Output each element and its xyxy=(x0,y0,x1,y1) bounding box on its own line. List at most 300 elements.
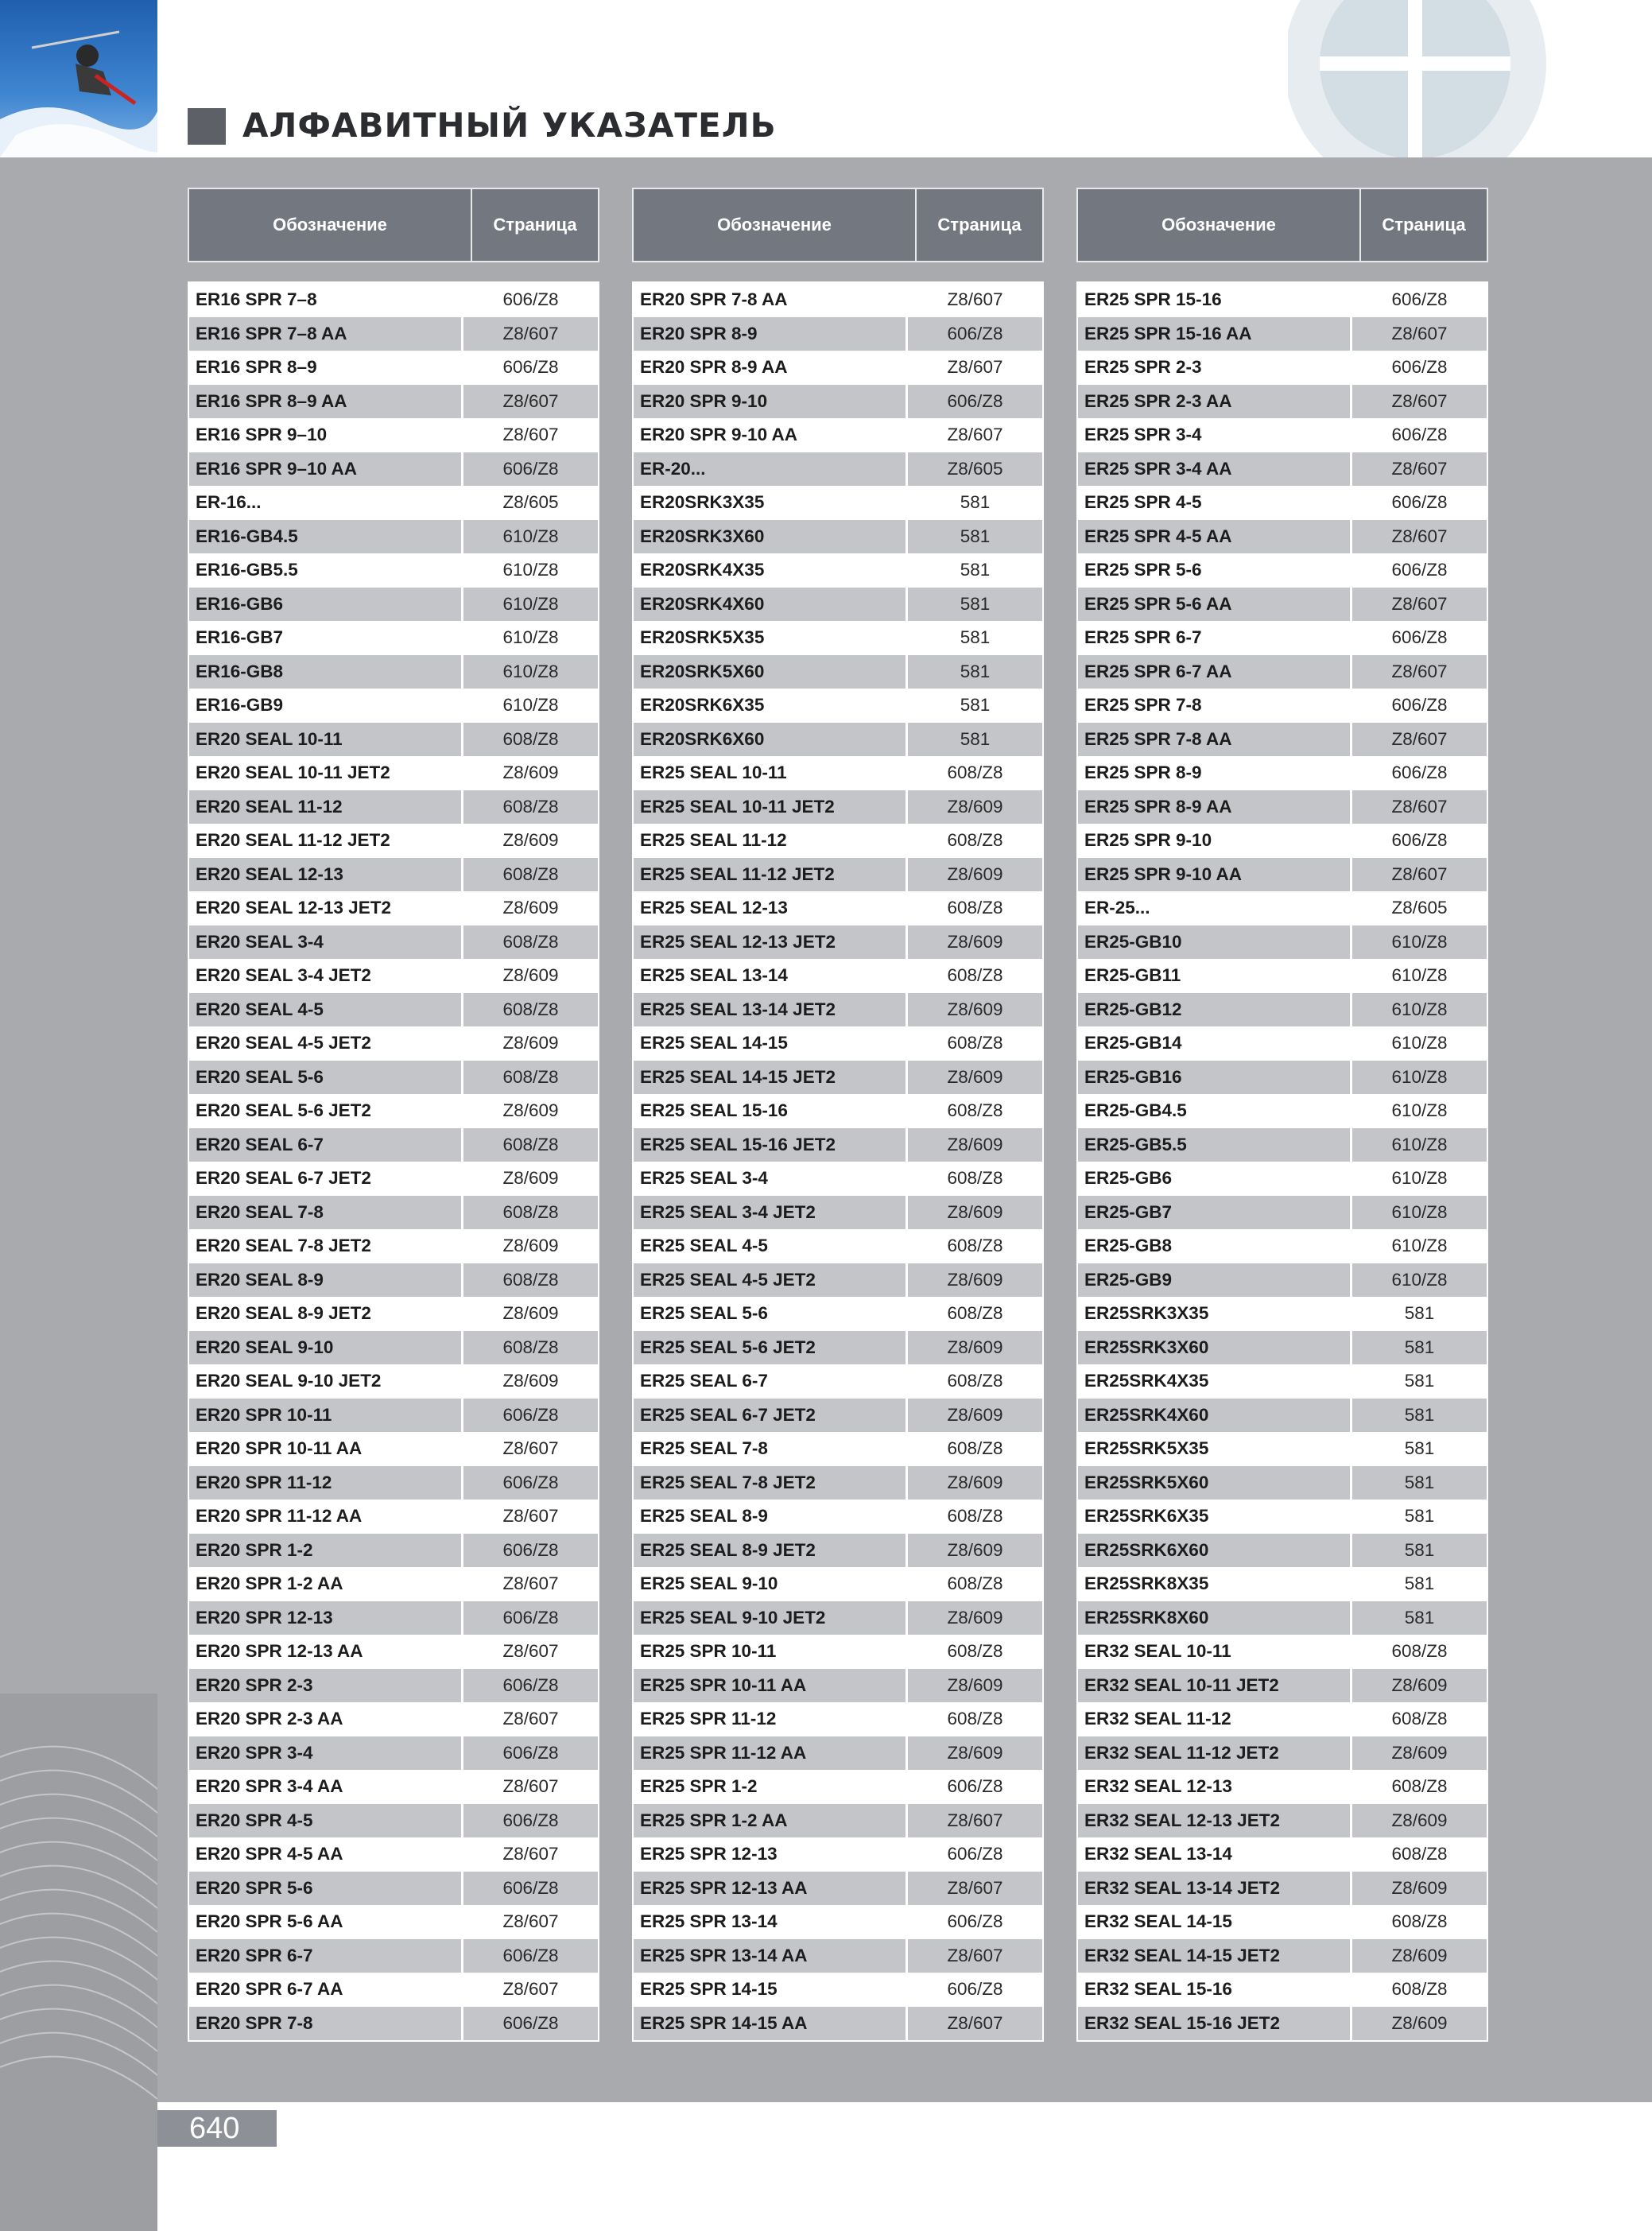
table-row xyxy=(634,1702,1042,1736)
header-code: Обозначение xyxy=(189,189,472,261)
table-row xyxy=(189,1635,598,1669)
item-page: 606/Z8 xyxy=(502,357,559,378)
item-page: Z8/609 xyxy=(502,1100,559,1121)
index-rows xyxy=(188,281,599,2042)
item-code: ER20 SEAL 8-9 xyxy=(189,1263,463,1298)
table-row xyxy=(1078,385,1487,419)
table-row xyxy=(189,486,598,520)
item-code: ER25 SEAL 4-5 xyxy=(634,1229,908,1263)
item-code: ER25-GB10 xyxy=(1078,925,1352,960)
table-row xyxy=(1078,1973,1487,2007)
item-code: ER20SRK5X60 xyxy=(634,655,908,689)
item-page: Z8/607 xyxy=(502,1506,559,1527)
item-code: ER20 SEAL 11-12 JET2 xyxy=(189,824,463,858)
item-page: 608/Z8 xyxy=(502,1134,559,1154)
item-page: Z8/607 xyxy=(502,323,559,343)
table-row xyxy=(189,1872,598,1906)
item-page: 581 xyxy=(960,593,991,614)
item-page: 606/Z8 xyxy=(502,1877,559,1898)
item-code: ER25 SPR 14-15 AA xyxy=(634,2007,908,2041)
table-row xyxy=(189,1534,598,1568)
item-page: 610/Z8 xyxy=(1391,1066,1448,1087)
item-page: Z8/607 xyxy=(947,1945,1003,1965)
table-row xyxy=(1078,1061,1487,1095)
item-code: ER25SRK3X60 xyxy=(1078,1331,1352,1365)
item-page: Z8/607 xyxy=(502,390,559,411)
item-code: ER32 SEAL 13-14 JET2 xyxy=(1078,1872,1352,1906)
table-row xyxy=(634,317,1042,351)
item-page: Z8/609 xyxy=(1391,1674,1448,1695)
table-row xyxy=(1078,1669,1487,1703)
table-row xyxy=(189,1736,598,1771)
table-row xyxy=(189,1702,598,1736)
item-code: ER16-GB8 xyxy=(189,655,463,689)
table-row xyxy=(1078,1263,1487,1298)
table-row xyxy=(1078,824,1487,858)
item-page: 608/Z8 xyxy=(502,1269,559,1290)
item-page: Z8/607 xyxy=(1391,593,1448,614)
item-code: ER25SRK5X35 xyxy=(1078,1432,1352,1466)
table-row xyxy=(634,418,1042,452)
table-row xyxy=(634,756,1042,790)
item-page: 610/Z8 xyxy=(1391,965,1448,986)
index-rows xyxy=(1076,281,1488,2042)
item-code: ER25SRK3X35 xyxy=(1078,1297,1352,1331)
item-code: ER20 SPR 4-5 AA xyxy=(189,1837,463,1872)
table-row xyxy=(634,1804,1042,1838)
item-page: 581 xyxy=(960,526,991,546)
item-page: 610/Z8 xyxy=(502,526,559,546)
table-row xyxy=(1078,1128,1487,1162)
table-row xyxy=(634,351,1042,385)
item-code: ER20 SEAL 6-7 xyxy=(189,1128,463,1162)
index-column-3 xyxy=(1076,188,1488,2042)
table-row xyxy=(189,1770,598,1804)
item-page: Z8/609 xyxy=(947,1472,1003,1492)
item-code: ER20SRK6X35 xyxy=(634,689,908,723)
table-row xyxy=(634,790,1042,824)
table-row xyxy=(634,1635,1042,1669)
item-code: ER20 SPR 7-8 AA xyxy=(634,283,908,317)
item-code: ER32 SEAL 15-16 xyxy=(1078,1973,1352,2007)
item-page: 608/Z8 xyxy=(1391,1641,1448,1662)
item-code: ER25 SEAL 11-12 JET2 xyxy=(634,858,908,892)
item-code: ER25 SPR 1-2 AA xyxy=(634,1804,908,1838)
header-page: Страница xyxy=(937,215,1022,235)
item-page: Z8/607 xyxy=(1391,863,1448,884)
item-page: 608/Z8 xyxy=(502,728,559,749)
table-row xyxy=(1078,283,1487,317)
table-row xyxy=(1078,1804,1487,1838)
table-row xyxy=(634,689,1042,723)
item-code: ER16 SPR 8–9 xyxy=(189,351,463,385)
item-code: ER20 SEAL 9-10 xyxy=(189,1331,463,1365)
table-row xyxy=(189,452,598,487)
item-page: 608/Z8 xyxy=(947,1236,1003,1256)
item-page: Z8/607 xyxy=(502,1709,559,1729)
table-row xyxy=(634,621,1042,655)
item-page: Z8/609 xyxy=(947,1742,1003,1763)
table-row xyxy=(189,1601,598,1635)
item-code: ER-25... xyxy=(1078,891,1352,925)
item-code: ER20 SEAL 9-10 JET2 xyxy=(189,1364,463,1399)
header-code: Обозначение xyxy=(1078,189,1361,261)
item-code: ER25SRK8X35 xyxy=(1078,1567,1352,1601)
item-code: ER25SRK8X60 xyxy=(1078,1601,1352,1635)
item-code: ER25 SPR 5-6 AA xyxy=(1078,588,1352,622)
item-code: ER16-GB7 xyxy=(189,621,463,655)
table-row xyxy=(1078,2007,1487,2041)
table-row xyxy=(1078,1364,1487,1399)
table-row xyxy=(634,1770,1042,1804)
table-row xyxy=(189,283,598,317)
table-row xyxy=(1078,1500,1487,1534)
table-row xyxy=(189,385,598,419)
item-page: Z8/607 xyxy=(502,1911,559,1932)
table-row xyxy=(634,520,1042,554)
table-row xyxy=(189,1804,598,1838)
item-code: ER20SRK6X60 xyxy=(634,723,908,757)
item-code: ER25 SPR 14-15 xyxy=(634,1973,908,2007)
item-page: 608/Z8 xyxy=(1391,1844,1448,1864)
item-code: ER16-GB6 xyxy=(189,588,463,622)
item-code: ER25SRK4X60 xyxy=(1078,1399,1352,1433)
item-code: ER32 SEAL 12-13 xyxy=(1078,1770,1352,1804)
table-row xyxy=(1078,959,1487,993)
item-code: ER25 SEAL 12-13 JET2 xyxy=(634,925,908,960)
table-row xyxy=(189,1364,598,1399)
table-row xyxy=(634,283,1042,317)
item-page: 606/Z8 xyxy=(502,1674,559,1695)
table-row xyxy=(189,351,598,385)
item-page: Z8/609 xyxy=(947,796,1003,817)
item-code: ER20 SEAL 3-4 JET2 xyxy=(189,959,463,993)
item-page: Z8/609 xyxy=(1391,1742,1448,1763)
item-page: 608/Z8 xyxy=(502,1337,559,1357)
item-code: ER25 SPR 3-4 AA xyxy=(1078,452,1352,487)
item-page: 610/Z8 xyxy=(1391,1134,1448,1154)
item-page: 581 xyxy=(960,728,991,749)
column-header xyxy=(1076,188,1488,262)
item-page: Z8/609 xyxy=(502,1168,559,1189)
item-page: 606/Z8 xyxy=(502,1607,559,1628)
item-page: 608/Z8 xyxy=(947,1100,1003,1121)
table-row xyxy=(1078,1466,1487,1500)
table-row xyxy=(189,1162,598,1196)
item-code: ER20 SEAL 12-13 xyxy=(189,858,463,892)
index-column-1 xyxy=(188,188,599,2042)
item-code: ER20 SPR 2-3 xyxy=(189,1669,463,1703)
item-page: 606/Z8 xyxy=(947,390,1003,411)
table-row xyxy=(634,891,1042,925)
table-row xyxy=(1078,689,1487,723)
table-row xyxy=(634,1837,1042,1872)
item-page: 606/Z8 xyxy=(947,1911,1003,1932)
table-row xyxy=(1078,858,1487,892)
table-row xyxy=(1078,1432,1487,1466)
item-code: ER20 SPR 5-6 xyxy=(189,1872,463,1906)
item-code: ER25 SPR 6-7 AA xyxy=(1078,655,1352,689)
table-row xyxy=(1078,520,1487,554)
item-page: 606/Z8 xyxy=(502,2012,559,2033)
item-code: ER25 SPR 6-7 xyxy=(1078,621,1352,655)
table-row xyxy=(1078,1736,1487,1771)
item-code: ER25 SEAL 15-16 JET2 xyxy=(634,1128,908,1162)
table-row xyxy=(1078,452,1487,487)
item-page: 606/Z8 xyxy=(502,1742,559,1763)
table-row xyxy=(1078,1601,1487,1635)
table-row xyxy=(1078,486,1487,520)
table-row xyxy=(634,1229,1042,1263)
item-code: ER20 SPR 1-2 AA xyxy=(189,1567,463,1601)
item-code: ER25 SEAL 5-6 JET2 xyxy=(634,1331,908,1365)
item-code: ER32 SEAL 15-16 JET2 xyxy=(1078,2007,1352,2041)
table-row xyxy=(189,1297,598,1331)
table-row xyxy=(634,1399,1042,1433)
item-code: ER20 SPR 11-12 xyxy=(189,1466,463,1500)
item-code: ER25 SEAL 7-8 JET2 xyxy=(634,1466,908,1500)
table-row xyxy=(1078,1399,1487,1433)
item-page: 606/Z8 xyxy=(947,1979,1003,2000)
table-row xyxy=(1078,655,1487,689)
table-row xyxy=(634,1162,1042,1196)
item-code: ER20 SEAL 10-11 JET2 xyxy=(189,756,463,790)
item-page: 606/Z8 xyxy=(1391,695,1448,716)
item-page: 608/Z8 xyxy=(502,1066,559,1087)
table-row xyxy=(189,925,598,960)
item-page: 610/Z8 xyxy=(502,627,559,648)
item-code: ER25 SPR 1-2 xyxy=(634,1770,908,1804)
item-code: ER32 SEAL 11-12 xyxy=(1078,1702,1352,1736)
item-code: ER20 SEAL 7-8 xyxy=(189,1196,463,1230)
item-page: 606/Z8 xyxy=(1391,357,1448,378)
item-page: 608/Z8 xyxy=(947,762,1003,783)
table-row xyxy=(634,1905,1042,1939)
table-row xyxy=(1078,1196,1487,1230)
item-page: 606/Z8 xyxy=(1391,425,1448,445)
item-page: 606/Z8 xyxy=(947,1776,1003,1797)
table-row xyxy=(634,1973,1042,2007)
item-page: Z8/609 xyxy=(502,762,559,783)
item-code: ER20 SPR 9-10 AA xyxy=(634,418,908,452)
item-page: Z8/609 xyxy=(947,1066,1003,1087)
table-row xyxy=(634,1331,1042,1365)
table-row xyxy=(189,1939,598,1973)
table-row xyxy=(634,1061,1042,1095)
table-row xyxy=(634,1872,1042,1906)
table-row xyxy=(634,2007,1042,2041)
item-page: Z8/609 xyxy=(502,830,559,851)
item-page: 610/Z8 xyxy=(1391,1201,1448,1222)
table-row xyxy=(1078,1939,1487,1973)
item-page: Z8/609 xyxy=(947,1134,1003,1154)
item-page: 581 xyxy=(1404,1404,1435,1425)
item-page: 606/Z8 xyxy=(502,289,559,310)
item-page: Z8/607 xyxy=(947,289,1003,310)
item-page: Z8/609 xyxy=(947,1539,1003,1560)
table-row xyxy=(189,2007,598,2041)
item-page: 608/Z8 xyxy=(947,1709,1003,1729)
item-page: Z8/607 xyxy=(1391,728,1448,749)
header-code: Обозначение xyxy=(634,189,917,261)
column-header xyxy=(188,188,599,262)
item-page: 610/Z8 xyxy=(1391,931,1448,952)
item-code: ER20SRK3X35 xyxy=(634,486,908,520)
table-row xyxy=(1078,790,1487,824)
item-code: ER25 SPR 7-8 xyxy=(1078,689,1352,723)
title-marker xyxy=(188,108,226,145)
item-code: ER25 SEAL 10-11 JET2 xyxy=(634,790,908,824)
item-page: 606/Z8 xyxy=(1391,492,1448,513)
item-page: Z8/607 xyxy=(1391,796,1448,817)
table-row xyxy=(634,858,1042,892)
item-code: ER16 SPR 7–8 AA xyxy=(189,317,463,351)
item-code: ER20 SPR 4-5 xyxy=(189,1804,463,1838)
table-row xyxy=(1078,1026,1487,1061)
table-row xyxy=(634,1500,1042,1534)
index-rows xyxy=(632,281,1044,2042)
item-code: ER20 SPR 3-4 xyxy=(189,1736,463,1771)
corner-photo xyxy=(0,0,157,157)
item-page: 581 xyxy=(1404,1573,1435,1594)
table-row xyxy=(189,790,598,824)
item-page: 610/Z8 xyxy=(1391,1100,1448,1121)
item-page: Z8/609 xyxy=(502,1371,559,1391)
table-row xyxy=(189,689,598,723)
item-page: Z8/607 xyxy=(1391,526,1448,546)
item-page: 608/Z8 xyxy=(947,1506,1003,1527)
table-row xyxy=(1078,891,1487,925)
item-code: ER25SRK6X60 xyxy=(1078,1534,1352,1568)
item-page: 581 xyxy=(1404,1337,1435,1357)
item-code: ER25 SEAL 7-8 xyxy=(634,1432,908,1466)
item-code: ER25 SPR 11-12 xyxy=(634,1702,908,1736)
table-row xyxy=(189,1399,598,1433)
item-code: ER32 SEAL 10-11 JET2 xyxy=(1078,1669,1352,1703)
item-page: Z8/609 xyxy=(947,1201,1003,1222)
item-page: 581 xyxy=(1404,1303,1435,1324)
item-code: ER25 SEAL 13-14 xyxy=(634,959,908,993)
item-page: 606/Z8 xyxy=(1391,762,1448,783)
item-code: ER25 SEAL 6-7 xyxy=(634,1364,908,1399)
item-code: ER25 SPR 9-10 AA xyxy=(1078,858,1352,892)
table-row xyxy=(189,1500,598,1534)
item-code: ER16 SPR 9–10 AA xyxy=(189,452,463,487)
table-row xyxy=(1078,1635,1487,1669)
item-code: ER25-GB16 xyxy=(1078,1061,1352,1095)
item-code: ER25-GB14 xyxy=(1078,1026,1352,1061)
item-page: Z8/607 xyxy=(502,1776,559,1797)
item-page: Z8/609 xyxy=(502,1236,559,1256)
item-page: 581 xyxy=(1404,1506,1435,1527)
table-row xyxy=(1078,317,1487,351)
page-number: 640 xyxy=(157,2110,277,2147)
item-code: ER25 SEAL 9-10 xyxy=(634,1567,908,1601)
table-row xyxy=(1078,351,1487,385)
table-row xyxy=(1078,1534,1487,1568)
item-page: 606/Z8 xyxy=(502,1539,559,1560)
item-page: 610/Z8 xyxy=(1391,1236,1448,1256)
table-row xyxy=(634,486,1042,520)
item-code: ER25 SPR 13-14 AA xyxy=(634,1939,908,1973)
item-page: Z8/607 xyxy=(1391,390,1448,411)
table-row xyxy=(189,891,598,925)
item-page: 581 xyxy=(1404,1371,1435,1391)
table-row xyxy=(189,317,598,351)
item-code: ER20 SEAL 10-11 xyxy=(189,723,463,757)
item-page: Z8/609 xyxy=(947,1674,1003,1695)
table-row xyxy=(634,1128,1042,1162)
item-page: 608/Z8 xyxy=(947,1303,1003,1324)
table-row xyxy=(634,1736,1042,1771)
item-page: Z8/607 xyxy=(502,1979,559,2000)
item-code: ER20 SPR 2-3 AA xyxy=(189,1702,463,1736)
item-page: 608/Z8 xyxy=(947,1168,1003,1189)
page-title: АЛФАВИТНЫЙ УКАЗАТЕЛЬ xyxy=(242,106,777,145)
header-page: Страница xyxy=(493,215,577,235)
item-page: Z8/609 xyxy=(1391,1810,1448,1830)
item-code: ER25 SEAL 14-15 JET2 xyxy=(634,1061,908,1095)
column-header xyxy=(632,188,1044,262)
item-page: Z8/605 xyxy=(1391,898,1448,918)
item-code: ER25 SEAL 5-6 xyxy=(634,1297,908,1331)
item-code: ER25 SPR 7-8 AA xyxy=(1078,723,1352,757)
item-code: ER25 SEAL 14-15 xyxy=(634,1026,908,1061)
item-page: 581 xyxy=(960,695,991,716)
item-page: 581 xyxy=(960,492,991,513)
item-code: ER25-GB12 xyxy=(1078,993,1352,1027)
table-row xyxy=(1078,1229,1487,1263)
table-row xyxy=(1078,1331,1487,1365)
item-page: 606/Z8 xyxy=(502,1945,559,1965)
item-page: Z8/609 xyxy=(1391,2012,1448,2033)
table-row xyxy=(1078,1702,1487,1736)
item-page: 610/Z8 xyxy=(1391,1168,1448,1189)
table-row xyxy=(189,520,598,554)
item-code: ER25-GB4.5 xyxy=(1078,1094,1352,1128)
item-code: ER20 SPR 6-7 AA xyxy=(189,1973,463,2007)
item-code: ER20 SEAL 5-6 xyxy=(189,1061,463,1095)
item-page: 606/Z8 xyxy=(1391,289,1448,310)
item-code: ER16 SPR 9–10 xyxy=(189,418,463,452)
item-page: 606/Z8 xyxy=(947,1844,1003,1864)
item-code: ER25-GB6 xyxy=(1078,1162,1352,1196)
table-row xyxy=(634,1026,1042,1061)
item-page: 608/Z8 xyxy=(947,1371,1003,1391)
item-code: ER25-GB5.5 xyxy=(1078,1128,1352,1162)
table-row xyxy=(189,723,598,757)
table-row xyxy=(634,723,1042,757)
item-page: 606/Z8 xyxy=(947,323,1003,343)
item-page: Z8/605 xyxy=(947,458,1003,479)
item-code: ER20 SPR 1-2 xyxy=(189,1534,463,1568)
item-page: 606/Z8 xyxy=(502,1472,559,1492)
item-code: ER16-GB4.5 xyxy=(189,520,463,554)
item-page: 608/Z8 xyxy=(502,863,559,884)
item-code: ER20SRK5X35 xyxy=(634,621,908,655)
table-row xyxy=(189,959,598,993)
item-code: ER25 SEAL 10-11 xyxy=(634,756,908,790)
item-code: ER20 SPR 7-8 xyxy=(189,2007,463,2041)
item-page: Z8/609 xyxy=(947,1404,1003,1425)
table-row xyxy=(1078,1094,1487,1128)
table-row xyxy=(634,452,1042,487)
header-page: Страница xyxy=(1382,215,1466,235)
item-page: Z8/609 xyxy=(947,931,1003,952)
item-page: Z8/609 xyxy=(947,1607,1003,1628)
table-row xyxy=(634,1534,1042,1568)
item-code: ER20 SEAL 12-13 JET2 xyxy=(189,891,463,925)
